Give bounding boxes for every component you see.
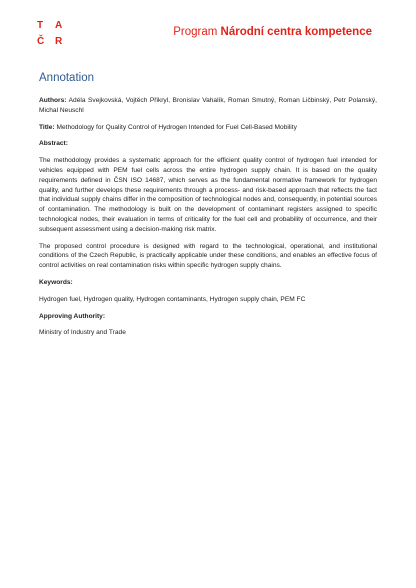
title [39,123,377,133]
authors [39,96,377,116]
program-prefix: Program [173,26,221,38]
keywords-label: Keywords: [39,278,73,286]
title-label: Title: [39,123,55,131]
logo-letter: Č [37,36,45,47]
abstract-paragraph-2: The proposed control procedure is designed with regard to the technological, operational, and institutional conditions of the Czech Republic, is practically applicable under these conditions, and enables an effective focus of control activities on real contamination risks within specific hydrogen supply chains. [39,242,377,270]
authority-label: Approving Authority: [39,312,106,320]
abstract-paragraph-1: The methodology provides a systematic approach for the efficient quality control of hydrogen fuel intended for vehicles equipped with PEM fuel cells across the entire hydrogen supply chain. It is based on the quality requirements defined in ČSN ISO 14687, which serves as the fundamental normative framework for hydrogen quality, and further develops these requirements through a process- and risk-based approach that reflects the fact that individual supply chains differ in the composition of technological nodes and, consequently, in potential sources of contamination. The methodology is built on the development of contaminant registers assigned to specific technological nodes, their evaluation in terms of criticality for the fuel cell and probability of occurrence, and their subsequent assessment using a decision-making risk matrix. [39,157,377,233]
abstract-label: Abstract: [39,140,68,148]
tacr-logo [37,20,73,52]
section-title: Annotation [39,72,94,84]
logo-letter: R [55,36,63,47]
annotation-content [39,96,377,345]
title-text: Methodology for Quality Control of Hydrogen Intended for Fuel Cell-Based Mobility [54,123,297,131]
authors-text: Adéla Svejkovská, Vojtěch Přikryl, Bronislav Vahalík, Roman Smutný, Roman Ličbinský, Petr Polanský, Michal Neuschl [39,97,377,114]
authors-label: Authors: [39,97,67,104]
keywords-text: Hydrogen fuel, Hydrogen quality, Hydrogen contaminants, Hydrogen supply chain, PEM FC [39,295,306,303]
logo-letter: T [37,20,44,31]
program-name: Národní centra kompetence [220,26,372,38]
logo-letter: A [55,20,63,31]
authority-text: Ministry of Industry and Trade [39,329,126,337]
program-header [173,26,372,38]
